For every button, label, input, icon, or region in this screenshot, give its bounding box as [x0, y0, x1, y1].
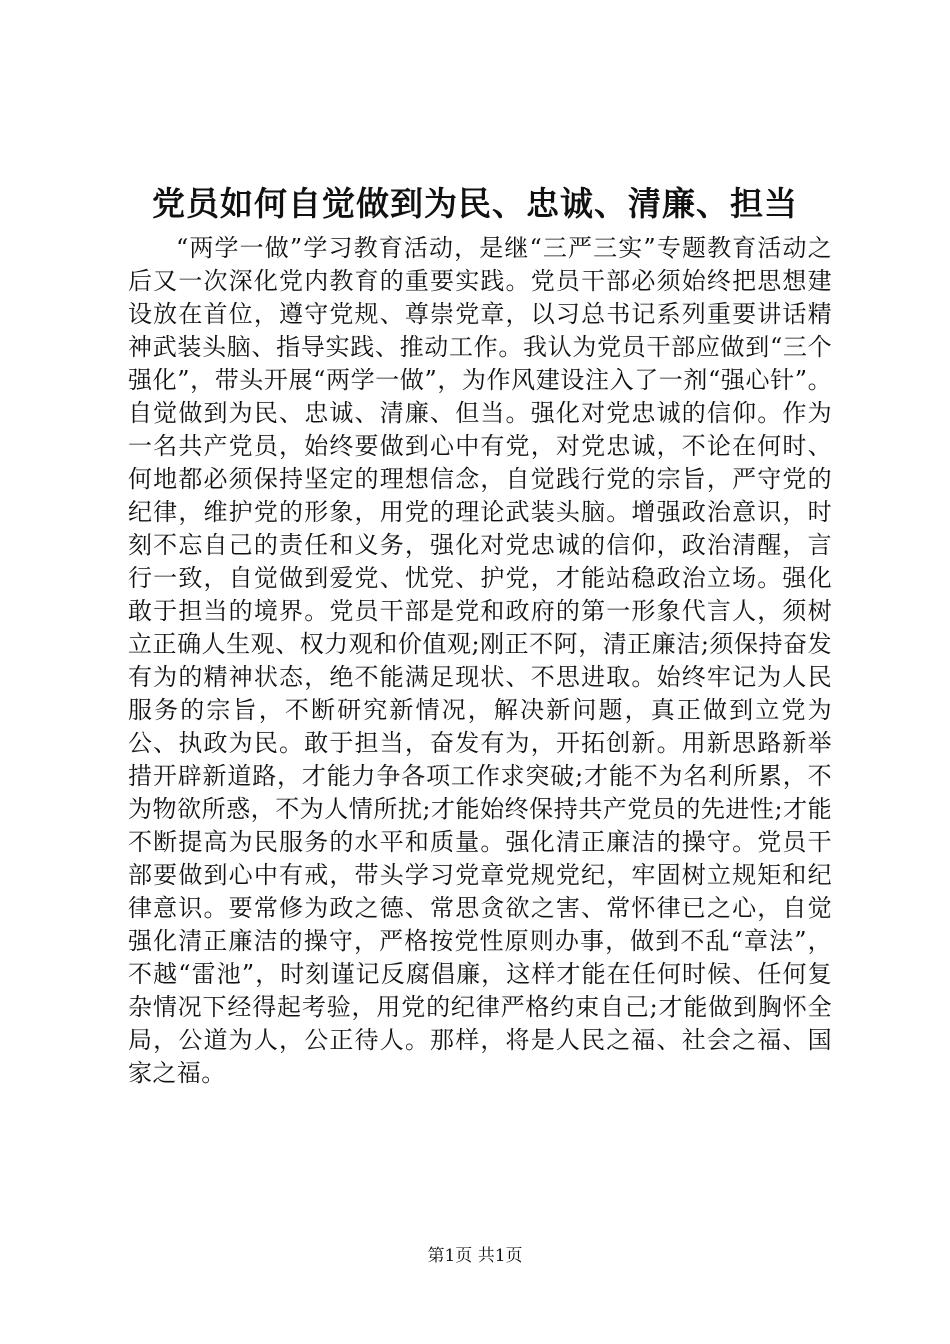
page-footer: 第1页 共1页 [427, 1246, 523, 1266]
document-title: 党员如何自觉做到为民、忠诚、清廉、担当 [152, 184, 798, 223]
body-paragraph: “两学一做”学习教育活动，是继“三严三实”专题教育活动之后又一次深化党内教育的重要实践。党员干部必须始终把思想建设放在首位，遵守党规、尊崇党章，以习总书记系列重要讲话精神武装头脑、指导实践、推动工作。我认为党员干部应做到“三个强化”，带头开展“两学一做”，为作风建设注入了一剂“强心针”。自觉做到为民、忠诚、清廉、但当。强化对党忠诚的信仰。作为一名共产党员，始终要做到心中有党，对党忠诚，不论在何时、何地都必须保持坚定的理想信念，自觉践行党的宗旨，严守党的纪律，维护党的形象，用党的理论武装头脑。增强政治意识，时刻不忘自己的责任和义务，强化对党忠诚的信仰，政治清醒，言行一致，自觉做到爱党、忧党、护党，才能站稳政治立场。强化敢于担当的境界。党员干部是党和政府的第一形象代言人，须树立正确人生观、权力观和价值观;刚正不阿，清正廉洁;须保持奋发有为的精神状态，绝不能满足现状、不思进取。始终牢记为人民服务的宗旨，不断研究新情况，解决新问题，真正做到立党为公、执政为民。敢于担当，奋发有为，开拓创新。用新思路新举措开辟新道路，才能力争各项工作求突破;才能不为名利所累，不为物欲所惑，不为人情所扰;才能始终保持共产党员的先进性;才能不断提高为民服务的水平和质量。强化清正廉洁的操守。党员干部要做到心中有戒，带头学习党章党规党纪，牢固树立规矩和纪律意识。要常修为政之德、常思贪欲之害、常怀律已之心，自觉强化清正廉洁的操守，严格按党性原则办事，做到不乱“章法”，不越“雷池”，时刻谨记反腐倡廉，这样才能在任何时候、任何复杂情况下经得起考验，用党的纪律严格约束自己;才能做到胸怀全局，公道为人，公正待人。那样，将是人民之福、社会之福、国家之福。 [128, 234, 832, 1087]
